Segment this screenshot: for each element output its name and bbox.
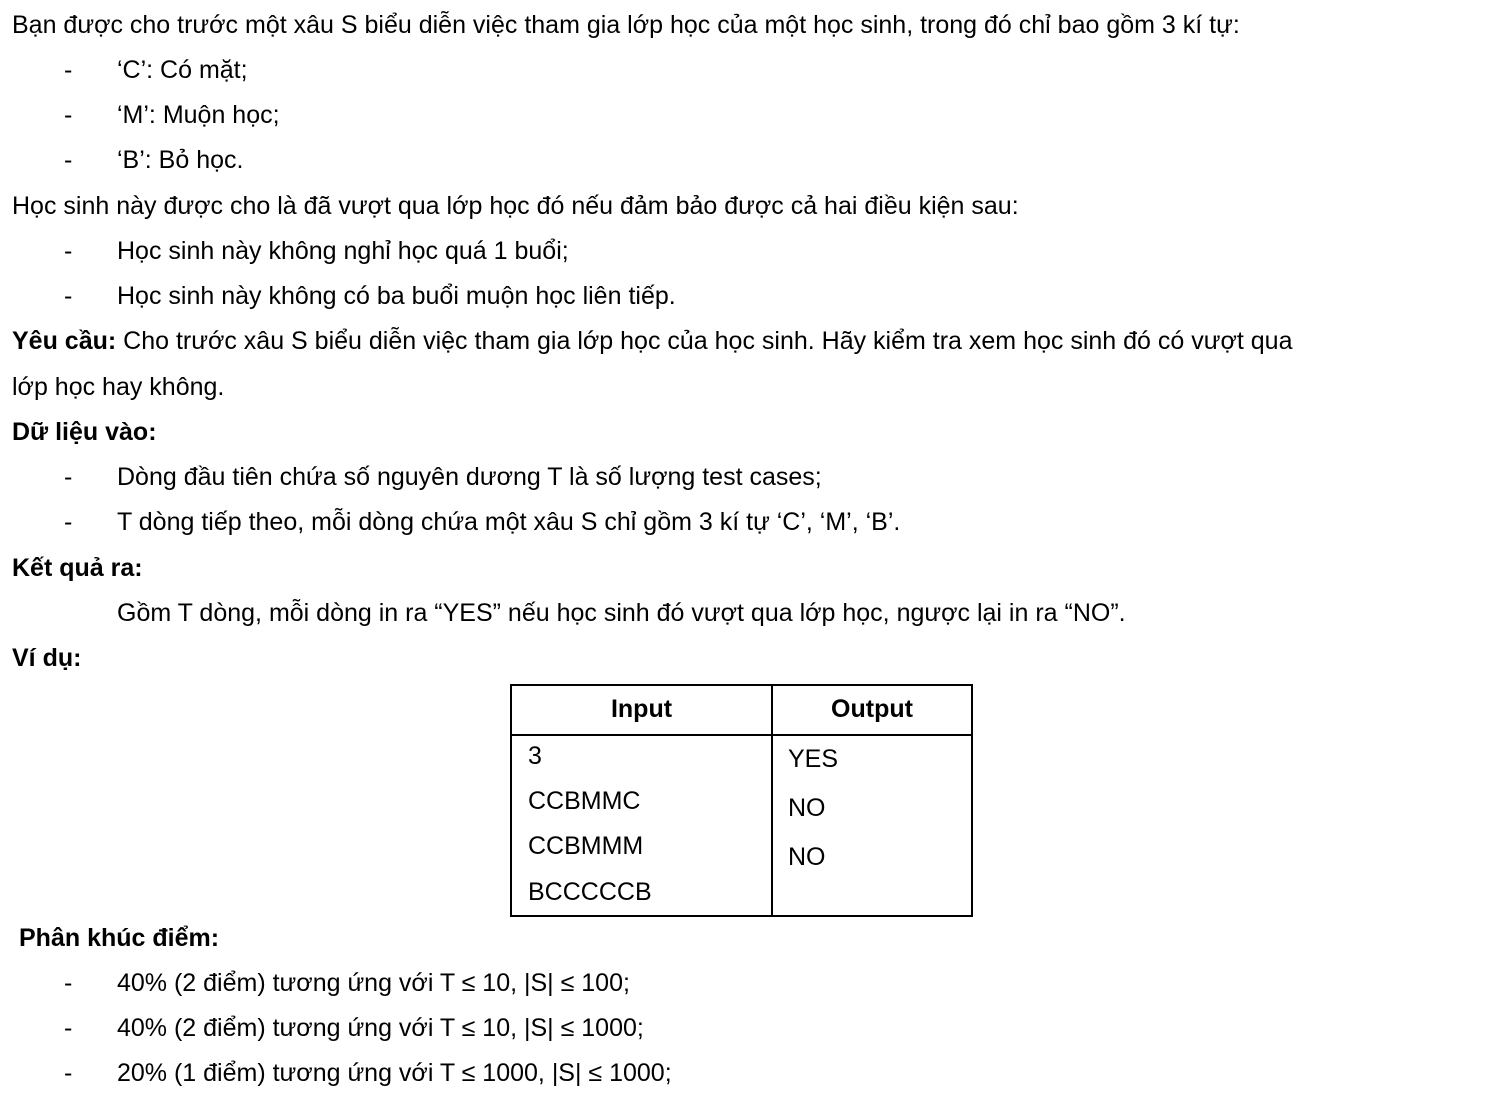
example-header-output: Output <box>831 695 913 723</box>
input-item-2: T dòng tiếp theo, mỗi dòng chứa một xâu S chỉ gồm 3 kí tự ‘C’, ‘M’, ‘B’. <box>117 508 901 536</box>
bullet-dash: - <box>64 237 73 265</box>
condition-item-1: Học sinh này không nghỉ học quá 1 buổi; <box>117 237 569 265</box>
requirement-label: Yêu cầu: <box>12 327 117 355</box>
char-item-b: ‘B’: Bỏ học. <box>117 146 244 174</box>
bullet-dash: - <box>64 1014 73 1042</box>
example-heading: Ví dụ: <box>12 644 82 672</box>
bullet-dash: - <box>64 1059 73 1087</box>
requirement-text: Cho trước xâu S biểu diễn việc tham gia lớp học của học sinh. Hãy kiểm tra xem học sinh đó có vượt qua <box>116 327 1293 355</box>
scoring-heading: Phân khúc điểm: <box>19 924 220 952</box>
output-section-heading: Kết quả ra: <box>12 554 143 582</box>
requirement-text-continued: lớp học hay không. <box>12 373 225 401</box>
output-section-text: Gồm T dòng, mỗi dòng in ra “YES” nếu học sinh đó vượt qua lớp học, ngược lại in ra “NO”. <box>117 599 1126 627</box>
intro-paragraph: Bạn được cho trước một xâu S biểu diễn việc tham gia lớp học của một học sinh, trong đó chỉ bao gồm 3 kí tự: <box>12 11 1240 39</box>
char-item-m: ‘M’: Muộn học; <box>117 101 280 129</box>
example-input-line: CCBMMM <box>528 832 644 860</box>
bullet-dash: - <box>64 282 73 310</box>
bullet-dash: - <box>64 508 73 536</box>
bullet-dash: - <box>64 146 73 174</box>
bullet-dash: - <box>64 101 73 129</box>
char-item-c: ‘C’: Có mặt; <box>117 56 248 84</box>
example-input-line: CCBMMC <box>528 787 641 815</box>
condition-item-2: Học sinh này không có ba buổi muộn học liên tiếp. <box>117 282 676 310</box>
requirement-line <box>12 326 1292 356</box>
example-output-line: YES <box>788 745 839 773</box>
bullet-dash: - <box>64 463 73 491</box>
bullet-dash: - <box>64 56 73 84</box>
conditions-intro: Học sinh này được cho là đã vượt qua lớp học đó nếu đảm bảo được cả hai điều kiện sau: <box>12 192 1019 220</box>
example-output-line: NO <box>788 843 826 871</box>
example-header-input: Input <box>610 695 673 723</box>
example-table <box>510 684 973 917</box>
scoring-item-1: 40% (2 điểm) tương ứng với T ≤ 10, |S| ≤ 100; <box>117 969 630 997</box>
example-input-line: 3 <box>528 742 542 770</box>
scoring-item-2: 40% (2 điểm) tương ứng với T ≤ 10, |S| ≤ 1000; <box>117 1014 644 1042</box>
input-item-1: Dòng đầu tiên chứa số nguyên dương T là số lượng test cases; <box>117 463 822 491</box>
input-section-heading: Dữ liệu vào: <box>12 418 157 446</box>
scoring-item-3: 20% (1 điểm) tương ứng với T ≤ 1000, |S| ≤ 1000; <box>117 1059 672 1087</box>
bullet-dash: - <box>64 969 73 997</box>
example-input-line: BCCCCCB <box>528 878 652 906</box>
example-output-line: NO <box>788 794 826 822</box>
